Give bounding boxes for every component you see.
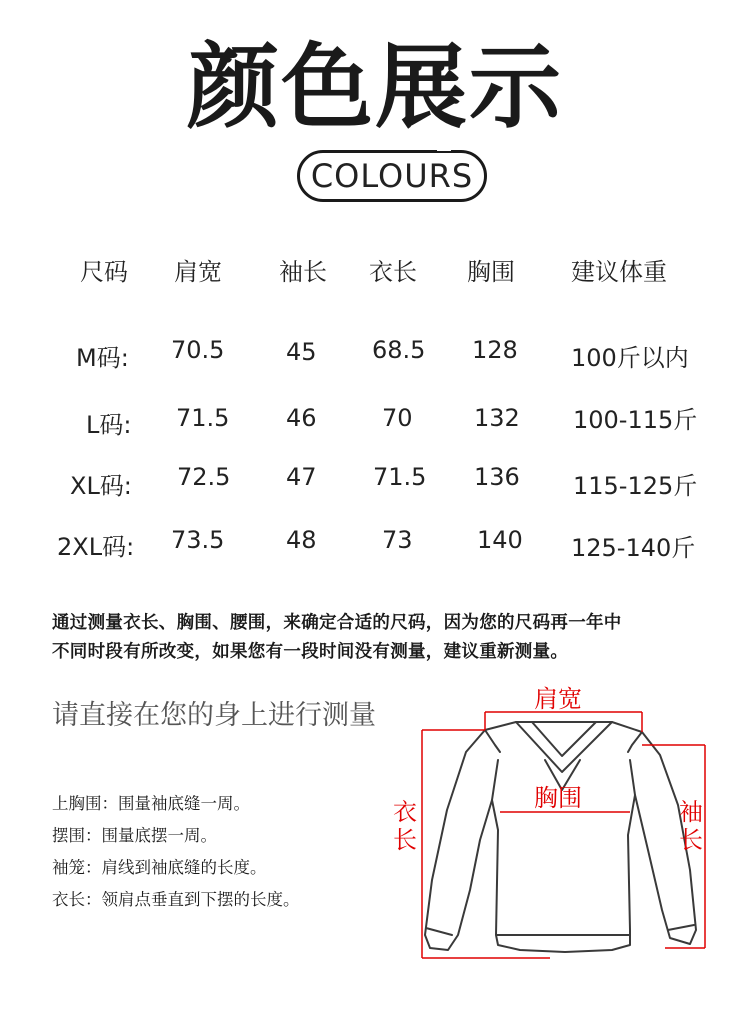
row-weight: 100-115斤 [573,406,698,434]
note-length: 衣长：领肩点垂直到下摆的长度。 [52,890,300,909]
row-sleeve: 45 [286,338,317,366]
sweater-outline-icon [425,722,696,952]
row-length: 73 [382,526,413,554]
row-chest: 136 [474,463,520,491]
row-shoulder: 71.5 [176,404,230,432]
row-size: M码: [76,344,129,372]
row-shoulder: 73.5 [171,526,225,554]
row-chest: 132 [474,404,520,432]
intro-line-1: 通过测量衣长、胸围、腰围，来确定合适的尺码，因为您的尺码再一年中 [52,613,622,633]
length-label: 衣长 [393,798,417,854]
row-size: L码: [86,411,132,439]
row-length: 68.5 [372,336,426,364]
note-hem: 摆围：围量底摆一周。 [52,826,217,845]
row-sleeve: 46 [286,404,317,432]
row-chest: 140 [477,526,523,554]
header-size: 尺码 [80,258,128,286]
chest-label: 胸围 [534,784,582,812]
row-length: 71.5 [373,463,427,491]
row-shoulder: 72.5 [177,463,231,491]
intro-line-2: 不同时段有所改变，如果您有一段时间没有测量，建议重新测量。 [52,642,569,662]
row-sleeve: 47 [286,463,317,491]
header-chest: 胸围 [467,258,515,286]
note-armhole: 袖笼：肩线到袖底缝的长度。 [52,858,267,877]
header-weight: 建议体重 [571,258,667,286]
row-length: 70 [382,404,413,432]
sleeve-label: 袖长 [679,798,703,854]
shoulder-label: 肩宽 [534,685,582,713]
measurement-lines [422,712,705,958]
row-sleeve: 48 [286,526,317,554]
note-upper-chest: 上胸围：围量袖底缝一周。 [52,794,250,813]
row-size: XL码: [70,472,132,500]
row-chest: 128 [472,336,518,364]
row-weight: 115-125斤 [573,472,698,500]
colours-subtitle: COLOURS [310,157,474,195]
page-title: 颜色展示 [186,34,563,141]
row-weight: 125-140斤 [571,534,696,562]
row-size: 2XL码: [57,533,135,561]
row-weight: 100斤以内 [571,344,689,372]
header-length: 衣长 [369,258,417,286]
row-shoulder: 70.5 [171,336,225,364]
header-shoulder: 肩宽 [174,258,222,286]
header-sleeve: 袖长 [279,258,327,286]
measure-heading: 请直接在您的身上进行测量 [52,700,376,731]
